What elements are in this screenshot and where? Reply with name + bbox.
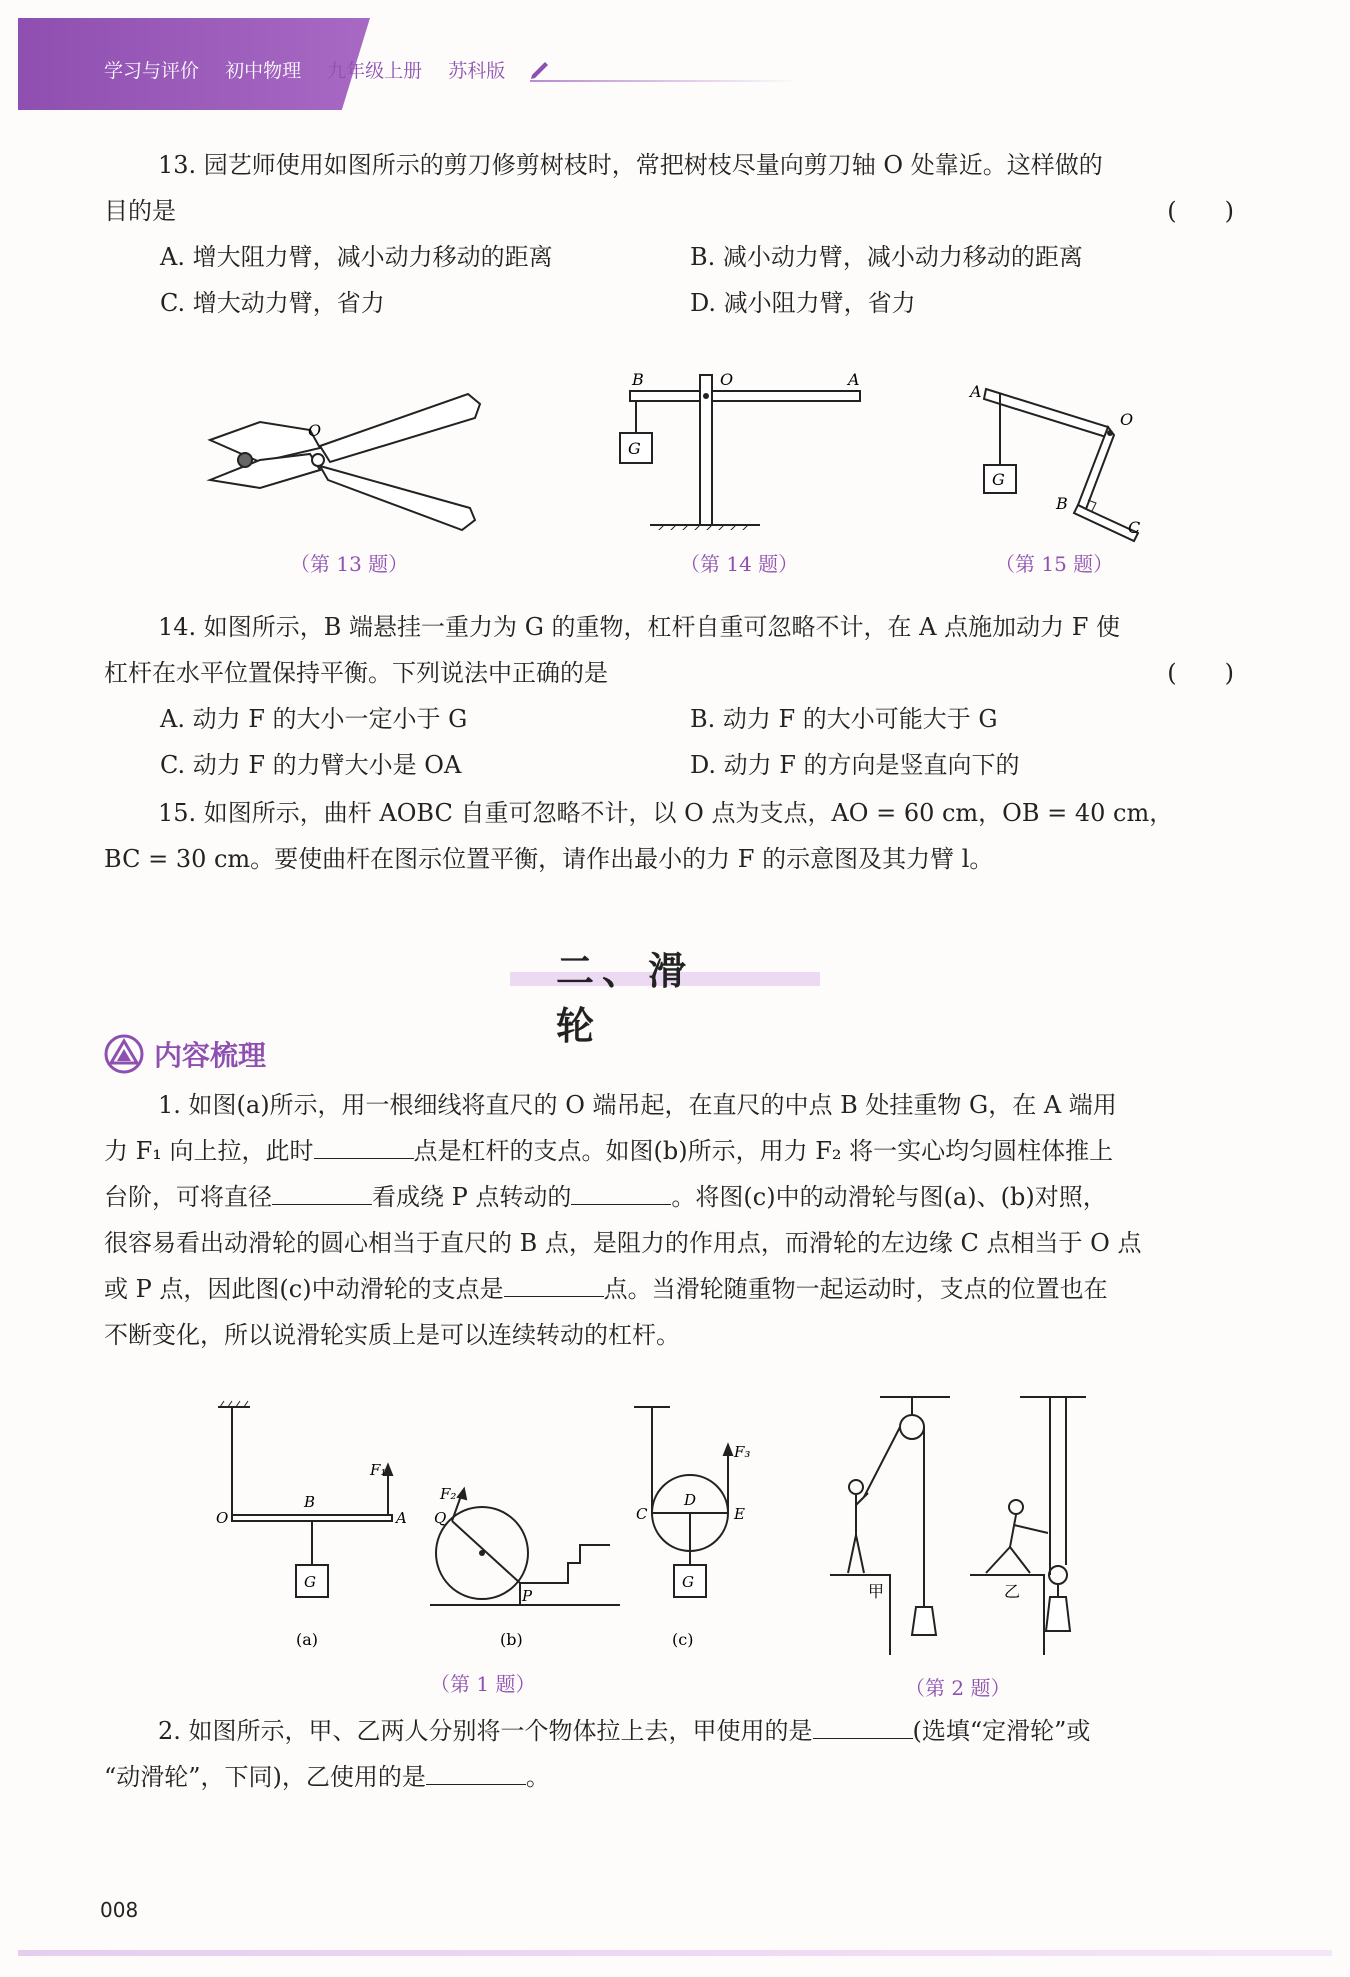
p2-line1b: (选填“定滑轮”或 [912,1717,1091,1745]
fig14-label-a: A [848,370,860,389]
p1-line3a: 台阶，可将直径 [104,1183,272,1211]
subhead-content-review [104,1030,266,1078]
q13-option-d: D. 减小阻力臂，省力 [690,289,916,317]
q15-line1: 15. 如图所示，曲杆 AOBC 自重可忽略不计，以 O 点为支点，AO = 60 cm，OB = 40 cm， [158,799,1174,827]
q14-option-c: C. 动力 F 的力臂大小是 OA [160,751,462,779]
q15-line2: BC = 30 cm。要使曲杆在图示位置平衡，请作出最小的力 F 的示意图及其力臂 l。 [104,845,994,873]
p2-line2b: 。 [525,1763,550,1791]
fig15-label-c: C [1128,518,1141,537]
q13-line1: 13. 园艺师使用如图所示的剪刀修剪树枝时，常把树枝尽量向剪刀轴 O 处靠近。这样做的 [158,151,1103,179]
fig15-label-g: G [992,470,1005,489]
subhead-title: 内容梳理 [154,1039,267,1072]
q13-option-b: B. 减小动力臂，减小动力移动的距离 [690,243,1083,271]
fig14-label-o: O [720,370,734,389]
blank-6[interactable] [426,1762,526,1785]
fig1b-label-p: P [522,1587,533,1605]
q14-answer-mark: ( ) [1167,659,1234,687]
figure-15-bent-lever [960,375,1160,545]
fig1c-label-g: G [682,1573,694,1591]
figure-1-abc [200,1395,630,1655]
q13-option-c: C. 增大动力臂，省力 [160,289,385,317]
triangle-badge-icon [104,1034,144,1074]
figure-13-scissors [200,370,500,540]
caption-14: （第 14 题） [680,552,799,576]
blank-2[interactable] [272,1182,372,1205]
fig1b-label-q: Q [434,1509,447,1527]
p1-line3b: 看成绕 P 点转动的 [372,1183,572,1211]
blank-1[interactable] [314,1136,414,1159]
blank-4[interactable] [504,1274,604,1297]
figure-2-pulleys [820,1385,1110,1665]
header-edition: 苏科版 [448,60,506,82]
section-title [510,940,820,1048]
p1-line3c: 。将图(c)中的动滑轮与图(a)、(b)对照， [671,1183,1107,1211]
fig1-caption-b: (b) [500,1630,523,1649]
p1-line2b: 点是杠杆的支点。如图(b)所示，用力 F₂ 将一实心均匀圆柱体推上 [413,1137,1114,1165]
fig2-label-jia: 甲 [868,1582,885,1601]
caption-fig-1: （第 1 题） [430,1672,536,1696]
fig1-caption-c: (c) [672,1630,694,1649]
q13-answer-mark: ( ) [1167,197,1234,225]
fig1a-label-g: G [304,1573,316,1591]
p1-line5b: 点。当滑轮随重物一起运动时，支点的位置也在 [603,1275,1108,1303]
q14-line1: 14. 如图所示，B 端悬挂一重力为 G 的重物，杠杆自重可忽略不计，在 A 点施加动力 F 使 [158,613,1120,641]
pen-icon [528,58,552,82]
fig14-label-g: G [628,439,641,458]
q14-option-a: A. 动力 F 的大小一定小于 G [160,705,468,733]
fig1c-label-d: D [684,1491,697,1509]
p1-line5a: 或 P 点，因此图(c)中动滑轮的支点是 [104,1275,504,1303]
blank-5[interactable] [813,1716,913,1739]
caption-fig-2: （第 2 题） [905,1676,1011,1700]
question-p1 [104,1082,1234,1358]
figure-1c-pulley [630,1395,780,1655]
fig1a-label-b: B [304,1493,316,1511]
q14-option-b: B. 动力 F 的大小可能大于 G [690,705,998,733]
caption-15: （第 15 题） [995,552,1114,576]
q14-option-d: D. 动力 F 的方向是竖直向下的 [690,751,1020,779]
footer-line [18,1950,1332,1956]
fig15-label-o: O [1120,410,1134,429]
q14-line2: 杠杆在水平位置保持平衡。下列说法中正确的是 [104,659,608,687]
p1-line4: 很容易看出动滑轮的圆心相当于直尺的 B 点，是阻力的作用点，而滑轮的左边缘 C 点相当于 O 点 [104,1229,1142,1257]
q13-option-a: A. 增大阻力臂，减小动力移动的距离 [160,243,553,271]
fig1a-label-a: A [396,1509,407,1527]
p2-line1a: 2. 如图所示，甲、乙两人分别将一个物体拉上去，甲使用的是 [158,1717,813,1745]
figure-14-lever [610,365,870,530]
header-subject: 初中物理 [225,60,302,82]
fig2-label-yi: 乙 [1004,1582,1021,1601]
fig1a-label-f1: F₁ [370,1461,387,1479]
p1-line2a: 力 F₁ 向上拉，此时 [104,1137,314,1165]
p1-line6: 不断变化，所以说滑轮实质上是可以连续转动的杠杆。 [104,1321,680,1349]
fig1b-label-f2: F₂ [440,1485,457,1503]
p2-line2a: “动滑轮”，下同)，乙使用的是 [104,1763,426,1791]
fig1a-label-o: O [216,1509,229,1527]
fig15-label-b: B [1056,494,1068,513]
question-14 [104,604,1234,696]
section-title-text: 二、滑 轮 [556,949,787,1048]
header-text [104,56,525,83]
fig1c-label-f3: F₃ [734,1443,751,1461]
header-line [530,80,800,82]
blank-3[interactable] [571,1182,671,1205]
fig15-label-a: A [970,382,982,401]
fig13-label-o: O [308,421,322,440]
header-book: 学习与评价 [104,60,200,82]
q14-options [160,696,1240,788]
header-grade: 九年级上册 [327,60,423,82]
question-15 [104,790,1234,882]
fig1-caption-a: (a) [296,1630,319,1649]
q13-options [160,234,1240,326]
caption-13: （第 13 题） [290,552,409,576]
fig1c-label-c: C [636,1505,648,1523]
q13-line2: 目的是 [104,197,176,225]
question-p2 [104,1708,1234,1800]
fig1c-label-e: E [734,1505,745,1523]
question-13 [104,142,1234,234]
p1-line1: 1. 如图(a)所示，用一根细线将直尺的 O 端吊起，在直尺的中点 B 处挂重物 G，在 A 端用 [158,1091,1117,1119]
fig14-label-b: B [632,370,644,389]
page-number: 008 [100,1898,139,1922]
